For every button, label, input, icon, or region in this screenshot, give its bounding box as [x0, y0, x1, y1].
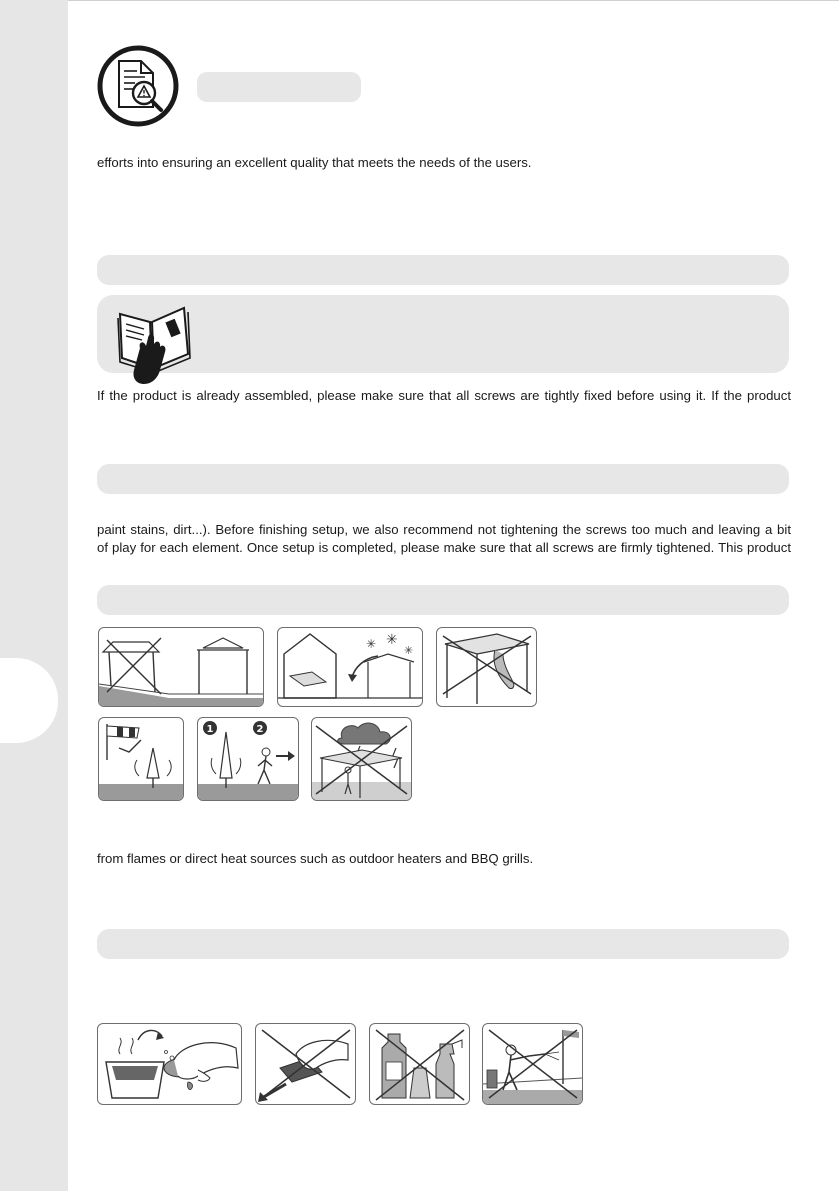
section-bar-2: [97, 464, 789, 494]
document-warning-magnifier-icon: [97, 45, 179, 127]
section-bar-1: [97, 255, 789, 285]
intro-text: efforts into ensuring an excellent quality that meets the needs of the users.: [97, 155, 532, 170]
no-chemical-cleaners-pictogram: [369, 1023, 470, 1105]
no-hanging-pictogram: [436, 627, 537, 707]
no-abrasive-pad-pictogram: [255, 1023, 356, 1105]
wash-with-soapy-water-pictogram: [97, 1023, 242, 1105]
step-number-2: 2: [256, 724, 264, 735]
read-manual-icon: [112, 298, 198, 386]
svg-text:✳: ✳: [366, 637, 377, 651]
section-bar-4: [97, 929, 789, 959]
close-and-leave-pictogram: [197, 717, 299, 801]
top-border-line: [68, 0, 839, 1]
setup-text-line-2: of play for each element. Once setup is completed, please make sure that all screws are firmly tightened. This product: [97, 540, 791, 555]
heat-warning-text: from flames or direct heat sources such as outdoor heaters and BBQ grills.: [97, 851, 534, 866]
step-number-1: 1: [206, 724, 214, 735]
side-strip: [0, 0, 68, 1191]
svg-text:✳: ✳: [404, 644, 414, 657]
flat-ground-pictogram: [98, 627, 264, 707]
read-manual-notice-box: [97, 295, 789, 373]
assembly-text: If the product is already assembled, please make sure that all screws are tightly fixed before using it. If the product: [97, 388, 791, 403]
no-pressure-washer-pictogram: [482, 1023, 583, 1105]
title-pill: [197, 72, 361, 102]
section-bar-3: [97, 585, 789, 615]
winter-storage-pictogram: [277, 627, 423, 707]
wind-warning-pictogram: [98, 717, 184, 801]
no-storm-use-pictogram: [311, 717, 412, 801]
setup-text-line-1: paint stains, dirt...). Before finishing setup, we also recommend not tightening the screws too much and leaving a bit: [97, 522, 791, 537]
svg-text:✳: ✳: [386, 632, 398, 648]
